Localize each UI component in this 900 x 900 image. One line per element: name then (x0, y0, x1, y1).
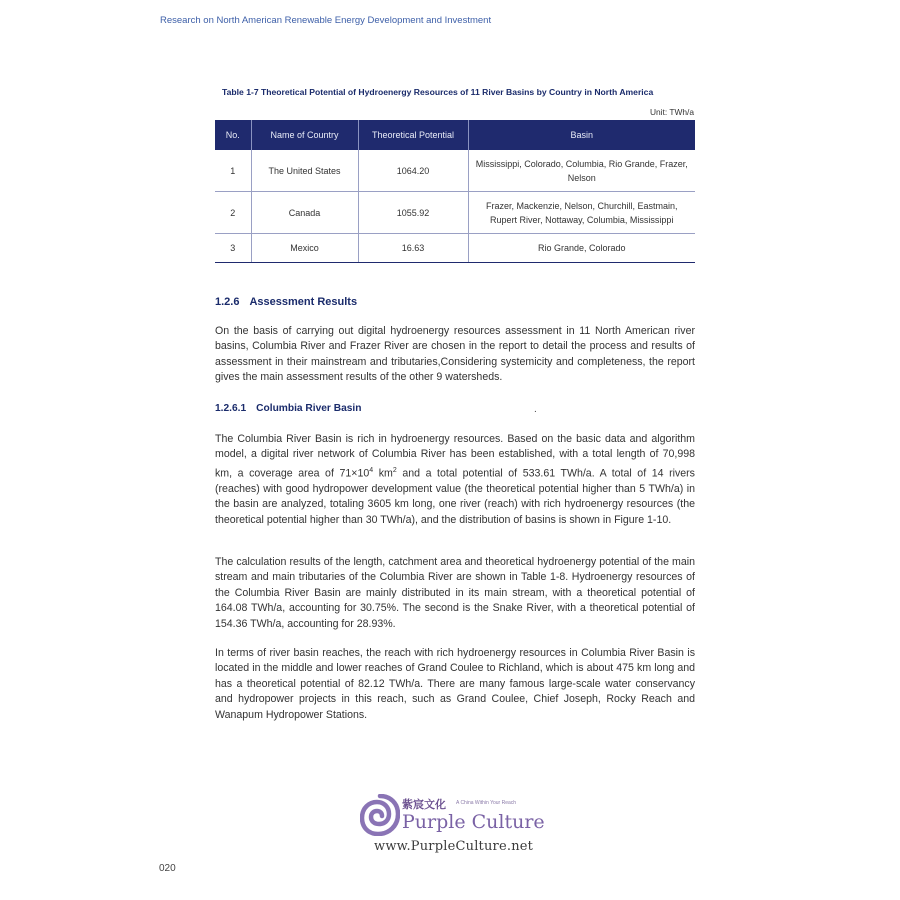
paragraph-river-reaches: In terms of river basin reaches, the reach with rich hydroenergy resources in Columbia River Basin is located in the middle and lower reaches of Grand Coulee to Richland, which is about 475 km long and has a theoretical potential of 82.12 TWh/a. There are many famous large-scale water conservancy and hydropower projects in this reach, such as Grand Coulee, Chief Joseph, Rocky Reach and Wanapum Hydropower Stations. (215, 647, 695, 721)
cell-potential: 1064.20 (358, 150, 468, 192)
paragraph-columbia-overview (215, 432, 695, 528)
section-title: Assessment Results (249, 296, 358, 308)
text-span: km (373, 467, 393, 480)
hydro-potential-table (215, 120, 695, 263)
table-row (215, 150, 695, 192)
cell-basin: Frazer, Mackenzie, Nelson, Churchill, Eastmain, Rupert River, Nottaway, Columbia, Mississippi (468, 192, 695, 234)
running-header: Research on North American Renewable Energy Development and Investment (160, 15, 492, 26)
subsection-number: 1.2.6.1 (215, 403, 247, 414)
watermark-brand-name: Purple Culture (402, 811, 545, 833)
table-header-row (215, 120, 695, 150)
section-heading (215, 296, 357, 308)
stray-mark: . (534, 404, 537, 415)
paragraph-calculation-results: The calculation results of the length, catchment area and theoretical hydroenergy potential of the main stream and main tributaries of the Columbia River are shown in Table 1-8. Hydroenergy resources of the Columbia River Basin are mainly distributed in its main stream, with a theoretical potential of 164.08 TWh/a, accounting for 30.75%. The second is the Snake River, with a theoretical potential of 154.36 TWh/a, accounting for 28.93%. (215, 556, 695, 630)
cell-potential: 1055.92 (358, 192, 468, 234)
purple-culture-logo-icon (360, 794, 400, 836)
superscript: 2 (392, 466, 397, 474)
cell-basin: Rio Grande, Colorado (468, 234, 695, 263)
cell-country: Canada (251, 192, 358, 234)
table-caption: Table 1-7 Theoretical Potential of Hydroenergy Resources of 11 River Basins by Country in North America (222, 87, 654, 97)
cell-country: Mexico (251, 234, 358, 263)
paragraph-assessment-intro: On the basis of carrying out digital hydroenergy resources assessment in 11 North American river basins, Columbia River and Frazer River are chosen in the report to detail the process and results of assessment in their mainstream and tributaries,Considering systemicity and completeness, the report gives the main assessment results of the other 9 watersheds. (215, 325, 695, 384)
cell-potential: 16.63 (358, 234, 468, 263)
column-header-potential: Theoretical Potential (358, 120, 468, 150)
cell-country: The United States (251, 150, 358, 192)
purple-culture-watermark (360, 794, 560, 864)
cell-no: 1 (215, 150, 251, 192)
section-number: 1.2.6 (215, 296, 240, 308)
page-number: 020 (159, 863, 176, 874)
subsection-title: Columbia River Basin (256, 403, 362, 414)
cell-basin: Mississippi, Colorado, Columbia, Rio Grande, Frazer, Nelson (468, 150, 695, 192)
text-span: and a total potential of 533.61 TWh/a. A total of 14 rivers (reaches) with good hydropower development value (the theoretical potential higher than 5 TWh/a) in the basin are analyzed, totaling 3605 km long, one river (reach) with rich hydroenergy resources (the theoretical potential higher than 30 TWh/a), and the distribution of basins is shown in Figure 1-10. (215, 467, 695, 526)
cell-no: 3 (215, 234, 251, 263)
table-row (215, 234, 695, 263)
column-header-no: No. (215, 120, 251, 150)
watermark-chinese-name: 紫宸文化 (402, 798, 446, 811)
column-header-country: Name of Country (251, 120, 358, 150)
subsection-heading (215, 403, 361, 414)
column-header-basin: Basin (468, 120, 695, 150)
superscript: 4 (369, 466, 374, 474)
watermark-tagline: A China Within Your Reach (456, 800, 517, 806)
text-span: The Columbia River Basin is rich in hydroenergy resources. Based on the basic data and algorithm model, a digital river network of Columbia River has been established, with a total length of 70,998 km, a coverage area of 71×10 (215, 433, 695, 480)
cell-no: 2 (215, 192, 251, 234)
table-row (215, 192, 695, 234)
watermark-url: www.PurpleCulture.net (374, 839, 534, 854)
table-unit-note: Unit: TWh/a (649, 107, 694, 117)
